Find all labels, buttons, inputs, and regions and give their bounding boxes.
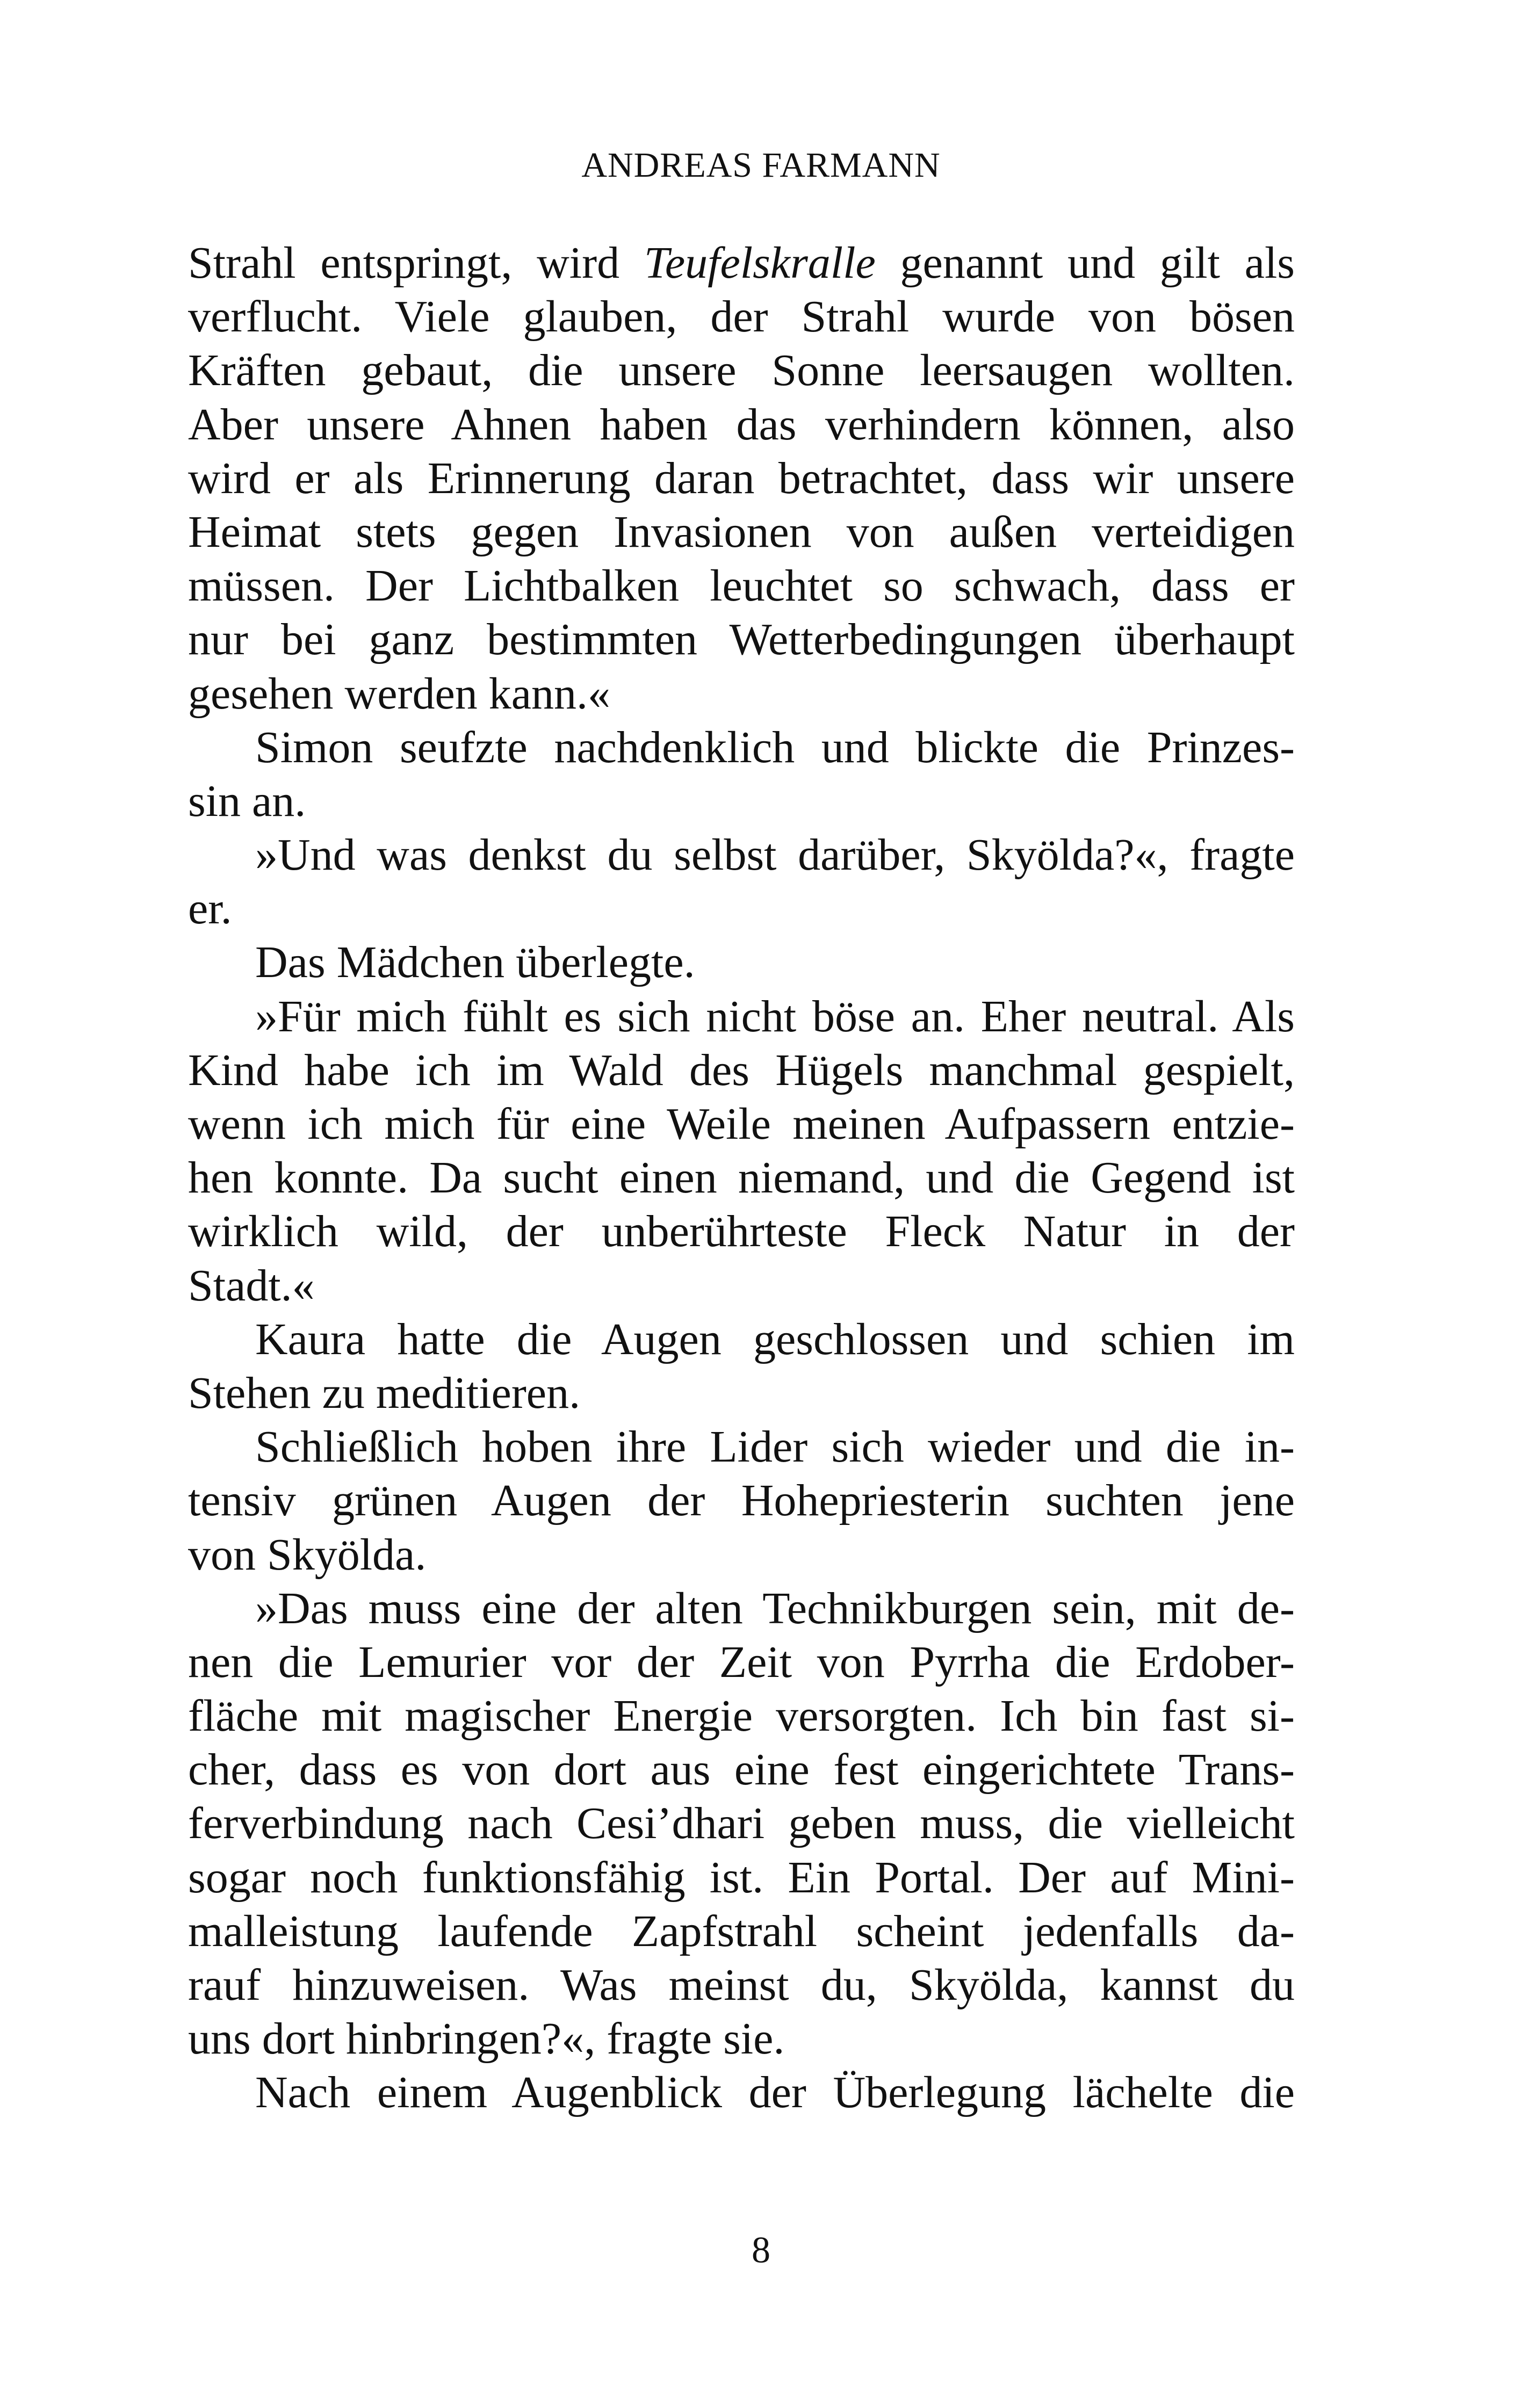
text-segment: genannt und gilt als (875, 238, 1295, 288)
text-line: rauf hinzuweisen. Was meinst du, Skyölda, kannst du (188, 1960, 1295, 2010)
text-line: ferverbindung nach Cesi’dhari geben muss, die vielleicht (188, 1798, 1295, 1849)
text-line: wenn ich mich für eine Weile meinen Aufpassern entzie- (188, 1099, 1295, 1149)
text-line: müssen. Der Lichtbalken leuchtet so schwach, dass er (188, 561, 1295, 611)
running-header: ANDREAS FARMANN (581, 146, 941, 185)
page-number: 8 (752, 2230, 770, 2271)
text-line: Simon seufzte nachdenklich und blickte die Prinzes- (255, 722, 1295, 772)
text-line: »Für mich fühlt es sich nicht böse an. Eher neutral. Als (255, 991, 1295, 1042)
text-line: sin an. (188, 776, 306, 826)
text-line: wirklich wild, der unberührteste Fleck Natur in der (188, 1206, 1295, 1257)
text-line (188, 236, 1295, 290)
body-text (188, 236, 1295, 2120)
text-line: Schließlich hoben ihre Lider sich wieder und die in- (255, 1422, 1295, 1472)
text-line: wird er als Erinnerung daran betrachtet, dass wir unsere (188, 453, 1295, 503)
text-line: uns dort hinbringen?«, fragte sie. (188, 2014, 785, 2064)
text-line: Kräften gebaut, die unsere Sonne leersaugen wollten. (188, 345, 1295, 396)
text-segment: Strahl entspringt, wird (188, 238, 644, 288)
text-line: Stadt.« (188, 1260, 315, 1311)
text-line: Das Mädchen überlegte. (255, 937, 695, 988)
text-line: hen konnte. Da sucht einen niemand, und die Gegend ist (188, 1153, 1295, 1203)
text-line: nur bei ganz bestimmten Wetterbedingungen überhaupt (188, 614, 1295, 665)
text-line: cher, dass es von dort aus eine fest eingerichtete Trans- (188, 1745, 1295, 1795)
text-line: tensiv grünen Augen der Hohepriesterin suchten jene (188, 1476, 1295, 1526)
text-line: Aber unsere Ahnen haben das verhindern können, also (188, 399, 1295, 450)
text-line: nen die Lemurier vor der Zeit von Pyrrha die Erdober- (188, 1637, 1295, 1687)
text-line: Nach einem Augenblick der Überlegung lächelte die (255, 2067, 1295, 2118)
text-line: »Das muss eine der alten Technikburgen sein, mit de- (255, 1583, 1295, 1633)
text-line: Kind habe ich im Wald des Hügels manchmal gespielt, (188, 1045, 1295, 1095)
text-line: sogar noch funktionsfähig ist. Ein Portal. Der auf Mini- (188, 1852, 1295, 1903)
text-line: malleistung laufende Zapfstrahl scheint jedenfalls da- (188, 1906, 1295, 1956)
text-line: er. (188, 884, 232, 934)
text-line: verflucht. Viele glauben, der Strahl wurde von bösen (188, 292, 1295, 342)
text-line: gesehen werden kann.« (188, 668, 611, 719)
text-line: fläche mit magischer Energie versorgten. Ich bin fast si- (188, 1691, 1295, 1741)
text-line: Stehen zu meditieren. (188, 1368, 581, 1418)
text-line: »Und was denkst du selbst darüber, Skyölda?«, fragte (255, 830, 1295, 880)
text-line: Heimat stets gegen Invasionen von außen verteidigen (188, 507, 1295, 557)
text-line: Kaura hatte die Augen geschlossen und schien im (255, 1314, 1295, 1364)
text-line: von Skyölda. (188, 1529, 427, 1580)
emphasized-term: Teufelskralle (644, 238, 876, 288)
